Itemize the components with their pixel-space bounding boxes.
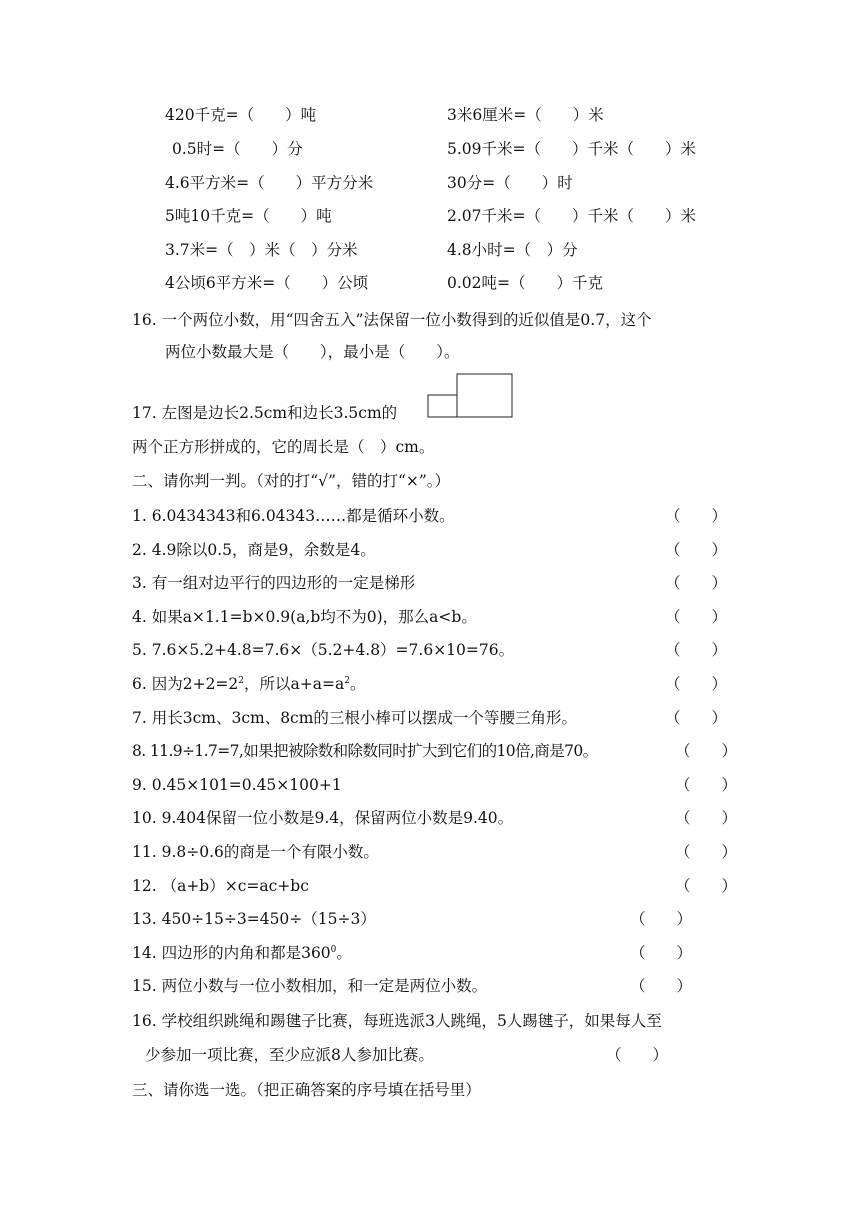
conversion-left-1: 420千克=（ ）吨 xyxy=(165,106,317,124)
degree-exponent: 0 xyxy=(330,945,337,955)
conversion-right-6: 0.02吨=（ ）千克 xyxy=(447,274,603,292)
answer-paren-6[interactable]: （ ） xyxy=(665,675,728,693)
judge-item-2: 2. 4.9除以0.5，商是9，余数是4。 xyxy=(132,541,376,559)
large-square xyxy=(457,374,512,417)
conversion-right-2: 5.09千米=（ ）千米（ ）米 xyxy=(447,140,697,158)
judge-item-5: 5. 7.6×5.2+4.8=7.6×（5.2+4.8）=7.6×10=76。 xyxy=(132,641,515,659)
conversion-left-3: 4.6平方米=（ ）平方分米 xyxy=(165,174,374,192)
conversion-right-5: 4.8小时=（ ）分 xyxy=(447,241,578,259)
answer-paren-4[interactable]: （ ） xyxy=(665,608,728,626)
judge-item-6-part-b: ，所以a+a=a xyxy=(244,675,345,693)
judge-item-8: 8. 11.9÷1.7=7,如果把被除数和除数同时扩大到它们的10倍,商是70。 xyxy=(132,742,598,760)
conversion-left-2: 0.5时=（ ）分 xyxy=(172,140,303,158)
answer-paren-13[interactable]: （ ） xyxy=(630,910,693,928)
judge-item-16-line-2: 少参加一项比赛，至少应派8人参加比赛。 xyxy=(145,1046,434,1064)
judge-item-6-part-a: 6. 因为2+2=2 xyxy=(132,675,239,693)
answer-paren-9[interactable]: （ ） xyxy=(675,776,738,794)
judge-item-3: 3. 有一组对边平行的四边形的一定是梯形 xyxy=(132,574,416,592)
two-squares-figure xyxy=(427,373,515,419)
question-17-line-2: 两个正方形拼成的，它的周长是（ ）cm。 xyxy=(132,438,435,456)
answer-paren-12[interactable]: （ ） xyxy=(675,877,738,895)
judge-item-6-part-c: 。 xyxy=(349,675,366,693)
section-3-title: 三、请你选一选。（把正确答案的序号填在括号里） xyxy=(132,1081,481,1099)
small-square xyxy=(428,395,457,417)
exponent-a: 2 xyxy=(238,676,245,686)
answer-paren-2[interactable]: （ ） xyxy=(665,541,728,559)
judge-item-13: 13. 450÷15÷3=450÷（15÷3） xyxy=(132,910,376,928)
conversion-left-5: 3.7米=（ ）米（ ）分米 xyxy=(165,241,358,259)
answer-paren-16[interactable]: （ ） xyxy=(606,1046,669,1064)
conversion-left-6: 4公顷6平方米=（ ）公顷 xyxy=(165,274,369,292)
judge-item-9: 9. 0.45×101=0.45×100+1 xyxy=(132,776,342,794)
judge-item-4: 4. 如果a×1.1=b×0.9(a,b均不为0)，那么a<b。 xyxy=(132,608,477,626)
answer-paren-5[interactable]: （ ） xyxy=(665,641,728,659)
question-16-line-1: 16. 一个两位小数，用“四舍五入”法保留一位小数得到的近似值是0.7，这个 xyxy=(132,311,652,329)
answer-paren-7[interactable]: （ ） xyxy=(665,709,728,727)
judge-item-10: 10. 9.404保留一位小数是9.4，保留两位小数是9.40。 xyxy=(132,809,514,827)
judge-item-1: 1. 6.0434343和6.04343……都是循环小数。 xyxy=(132,507,455,525)
exponent-b: 2 xyxy=(344,676,350,686)
answer-paren-11[interactable]: （ ） xyxy=(675,843,738,861)
judge-item-7: 7. 用长3cm、3cm、8cm的三根小棒可以摆成一个等腰三角形。 xyxy=(132,709,577,727)
question-16-line-2: 两位小数最大是（ ），最小是（ ）。 xyxy=(165,343,460,361)
question-17-line-1: 17. 左图是边长2.5cm和边长3.5cm的 xyxy=(132,404,398,422)
answer-paren-14[interactable]: （ ） xyxy=(630,944,693,962)
answer-paren-3[interactable]: （ ） xyxy=(665,574,728,592)
judge-item-16-line-1: 16. 学校组织跳绳和踢毽子比赛，每班选派3人跳绳，5人踢毽子，如果每人至 xyxy=(132,1012,662,1030)
conversion-right-4: 2.07千米=（ ）千米（ ）米 xyxy=(447,207,697,225)
judge-item-12: 12. （a+b）×c=ac+bc xyxy=(132,877,309,895)
judge-item-14 xyxy=(132,943,352,963)
judge-item-6 xyxy=(132,674,365,694)
answer-paren-8[interactable]: （ ） xyxy=(675,742,738,760)
conversion-right-1: 3米6厘米=（ ）米 xyxy=(447,106,604,124)
answer-paren-10[interactable]: （ ） xyxy=(675,809,738,827)
judge-item-14-part-a: 14. 四边形的内角和都是360 xyxy=(132,944,331,962)
answer-paren-1[interactable]: （ ） xyxy=(665,507,728,525)
section-2-title: 二、请你判一判。（对的打“√”，错的打“×”。） xyxy=(132,472,451,490)
judge-item-14-part-b: 。 xyxy=(336,944,352,962)
conversion-right-3: 30分=（ ）时 xyxy=(447,174,573,192)
conversion-left-4: 5吨10千克=（ ）吨 xyxy=(165,207,332,225)
answer-paren-15[interactable]: （ ） xyxy=(630,977,693,995)
judge-item-15: 15. 两位小数与一位小数相加，和一定是两位小数。 xyxy=(132,977,488,995)
judge-item-11: 11. 9.8÷0.6的商是一个有限小数。 xyxy=(132,843,379,861)
